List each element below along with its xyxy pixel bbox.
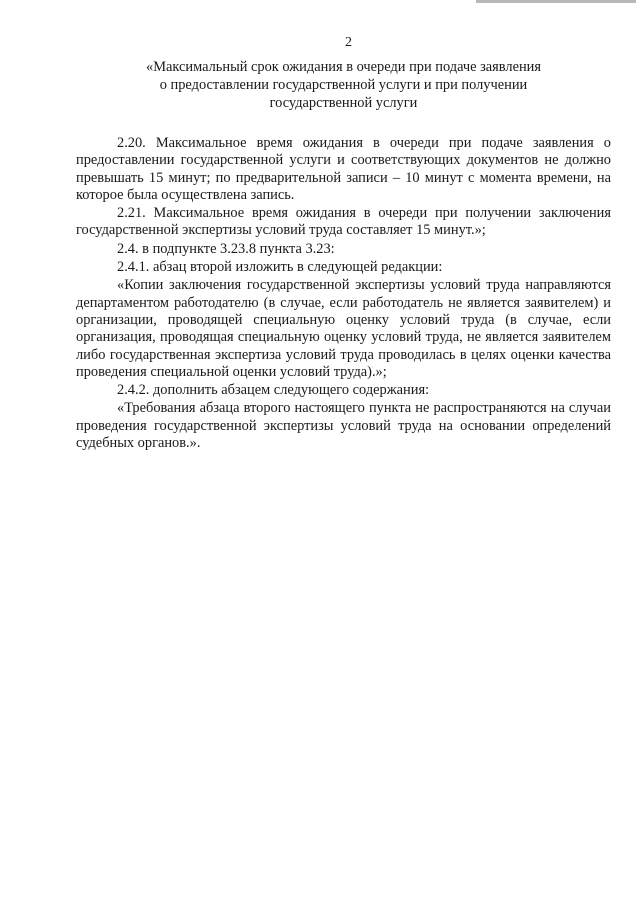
paragraph-2-4-2: 2.4.2. дополнить абзацем следующего содержания: [117,382,430,399]
paragraph-quoted-requirements: «Требования абзаца второго настоящего пункта не распространяются на случаи проведения государственной экспертизы условий труда на основании определений судебных органов.». [76,400,611,452]
paragraph-2-20: 2.20. Максимальное время ожидания в очереди при подаче заявления о предоставлении государственной услуги и соответствующих документов не должно превышать 15 минут; по предварительной записи – 10 минут с момента времени, на которое была осуществлена запись. [76,135,611,203]
paragraph-2-4-1: 2.4.1. абзац второй изложить в следующей редакции: [117,259,443,276]
heading-line: о предоставлении государственной услуги и при получении [159,77,528,93]
scan-edge-mark [476,0,636,3]
paragraph-2-21: 2.21. Максимальное время ожидания в очереди при получении заключения государственной экспертизы условий труда составляет 15 минут.»; [76,205,611,239]
heading-line: государственной услуги [269,95,418,111]
document-page [76,34,611,452]
paragraph-quoted-copies: «Копии заключения государственной экспертизы условий труда направляются департаментом работодателю (в случае, если работодатель не является заявителем) и организации, проводящей специальную оценку условий труда (в случае, если организация, проводящая специальную оценку условий труда, не является заявителем либо государственная экспертиза условий труда проводилась в целях оценки качества проведения специальной оценки условий труда).»; [76,277,611,380]
document-body [76,135,611,452]
section-heading [76,58,611,112]
paragraph-2-4: 2.4. в подпункте 3.23.8 пункта 3.23: [117,240,335,257]
heading-line: «Максимальный срок ожидания в очереди при подаче заявления [146,59,541,75]
page-number: 2 [345,35,352,50]
